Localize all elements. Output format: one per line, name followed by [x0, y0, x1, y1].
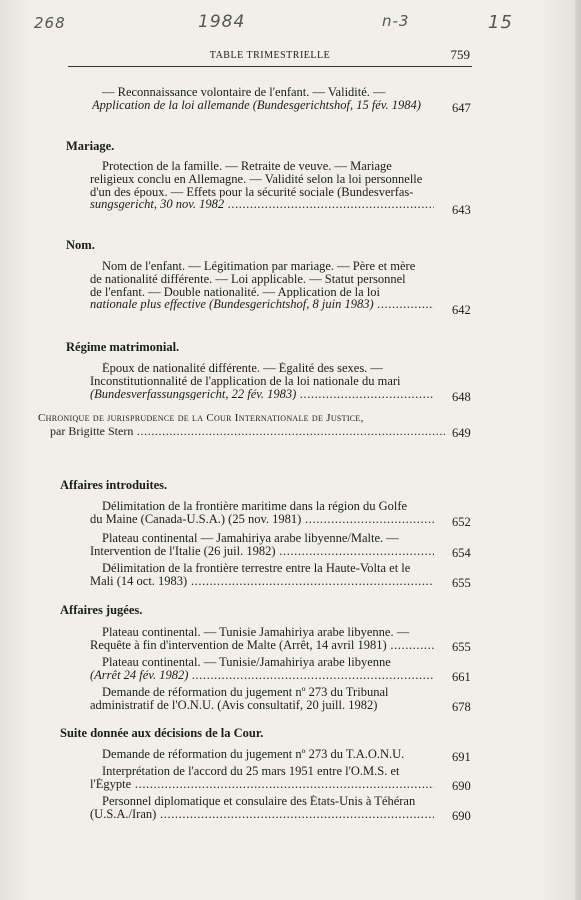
running-title: TABLE TRIMESTRIELLE — [209, 50, 331, 61]
chronique-author: par Brigitte Stern ..... — [38, 425, 446, 438]
section-heading: Nom. — [66, 238, 95, 252]
page-edge — [575, 0, 581, 900]
handwritten-note: 1984 — [198, 12, 246, 32]
entry-page: 690 — [452, 809, 471, 823]
entry-page: 655 — [452, 576, 471, 590]
section-heading: Affaires jugées. — [60, 603, 143, 617]
running-header — [68, 46, 472, 67]
handwritten-note: n-3 — [382, 12, 410, 30]
handwritten-note: 15 — [488, 12, 513, 33]
entry-page: 652 — [452, 515, 471, 529]
toc-entry: Plateau continental — Jamahiriya arabe libyenne/Malte. — Intervention de l'Italie (26 juil. 1982) ..... — [90, 532, 434, 558]
toc-entry: Demande de réformation du jugement nº 273 du T.A.O.N.U. — [102, 748, 405, 761]
section-heading: Régime matrimonial. — [66, 340, 180, 354]
toc-entry: — Reconnaissance volontaire de l'enfant. — Validité. — Application de la loi allemande (Bundesgerichtshof, 15 fév. 1984) — [92, 86, 421, 112]
entry-page: 690 — [452, 779, 471, 793]
handwritten-note: 268 — [34, 14, 66, 32]
toc-entry: Plateau continental. — Tunisie Jamahiriya arabe libyenne. — Requête à fin d'intervention de Malte (Arrêt, 14 avril 1981) ..... — [90, 626, 434, 652]
entry-page: 654 — [452, 546, 471, 560]
toc-entry: Délimitation de la frontière maritime dans la région du Golfe du Maine (Canada-U.S.A.) (25 nov. 1981) ..... — [90, 500, 434, 526]
toc-entry: Personnel diplomatique et consulaire des États-Unis à Téhéran (U.S.A./Iran) ..... — [90, 795, 434, 821]
toc-entry: Demande de réformation du jugement nº 273 du Tribunal administratif de l'O.N.U. (Avis consultatif, 20 juill. 1982) — [90, 686, 389, 712]
toc-entry: Interprétation de l'accord du 25 mars 1951 entre l'O.M.S. et l'Égypte ..... — [90, 765, 434, 791]
entry-page: 678 — [452, 700, 471, 714]
toc-entry: Protection de la famille. — Retraite de veuve. — Mariage religieux conclu en Allemagne. — Validité selon la loi personnelle d'un des époux. — Effets pour la sécurité sociale (Bundesverfas- sungsgericht, 30 nov. 1982 ..... — [90, 160, 434, 211]
section-heading: Suite donnée aux décisions de la Cour. — [60, 726, 264, 740]
toc-entry: Époux de nationalité différente. — Égalité des sexes. — Inconstitutionnalité de l'application de la loi nationale du mari (Bundesverfassungsgericht, 22 fév. 1983) ..... — [90, 362, 434, 400]
entry-page: 647 — [452, 101, 471, 115]
entry-page: 643 — [452, 203, 471, 217]
section-heading: Affaires introduites. — [60, 478, 168, 492]
chronique-title: Chronique de jurisprudence de la Cour Internationale de Justice, par Brigitte Stern ..... — [38, 412, 458, 438]
section-heading: Mariage. — [66, 139, 115, 153]
entry-page: 649 — [452, 426, 471, 440]
page-number: 759 — [450, 47, 470, 62]
entry-page: 661 — [452, 670, 471, 684]
toc-entry: Nom de l'enfant. — Légitimation par mariage. — Père et mère de nationalité différente. — Loi applicable. — Statut personnel de l'enfant. — Double nationalité. — Application de la loi nationale plus effective (Bundesgerichtshof, 8 juin 1983) ..... — [90, 260, 434, 311]
toc-entry: Plateau continental. — Tunisie/Jamahiriya arabe libyenne (Arrêt 24 fév. 1982) ..... — [90, 656, 434, 682]
entry-page: 642 — [452, 303, 471, 317]
toc-entry: Délimitation de la frontière terrestre entre la Haute-Volta et le Mali (14 oct. 1983) ..... — [90, 562, 434, 588]
entry-page: 691 — [452, 750, 471, 764]
entry-page: 648 — [452, 390, 471, 404]
entry-page: 655 — [452, 640, 471, 654]
